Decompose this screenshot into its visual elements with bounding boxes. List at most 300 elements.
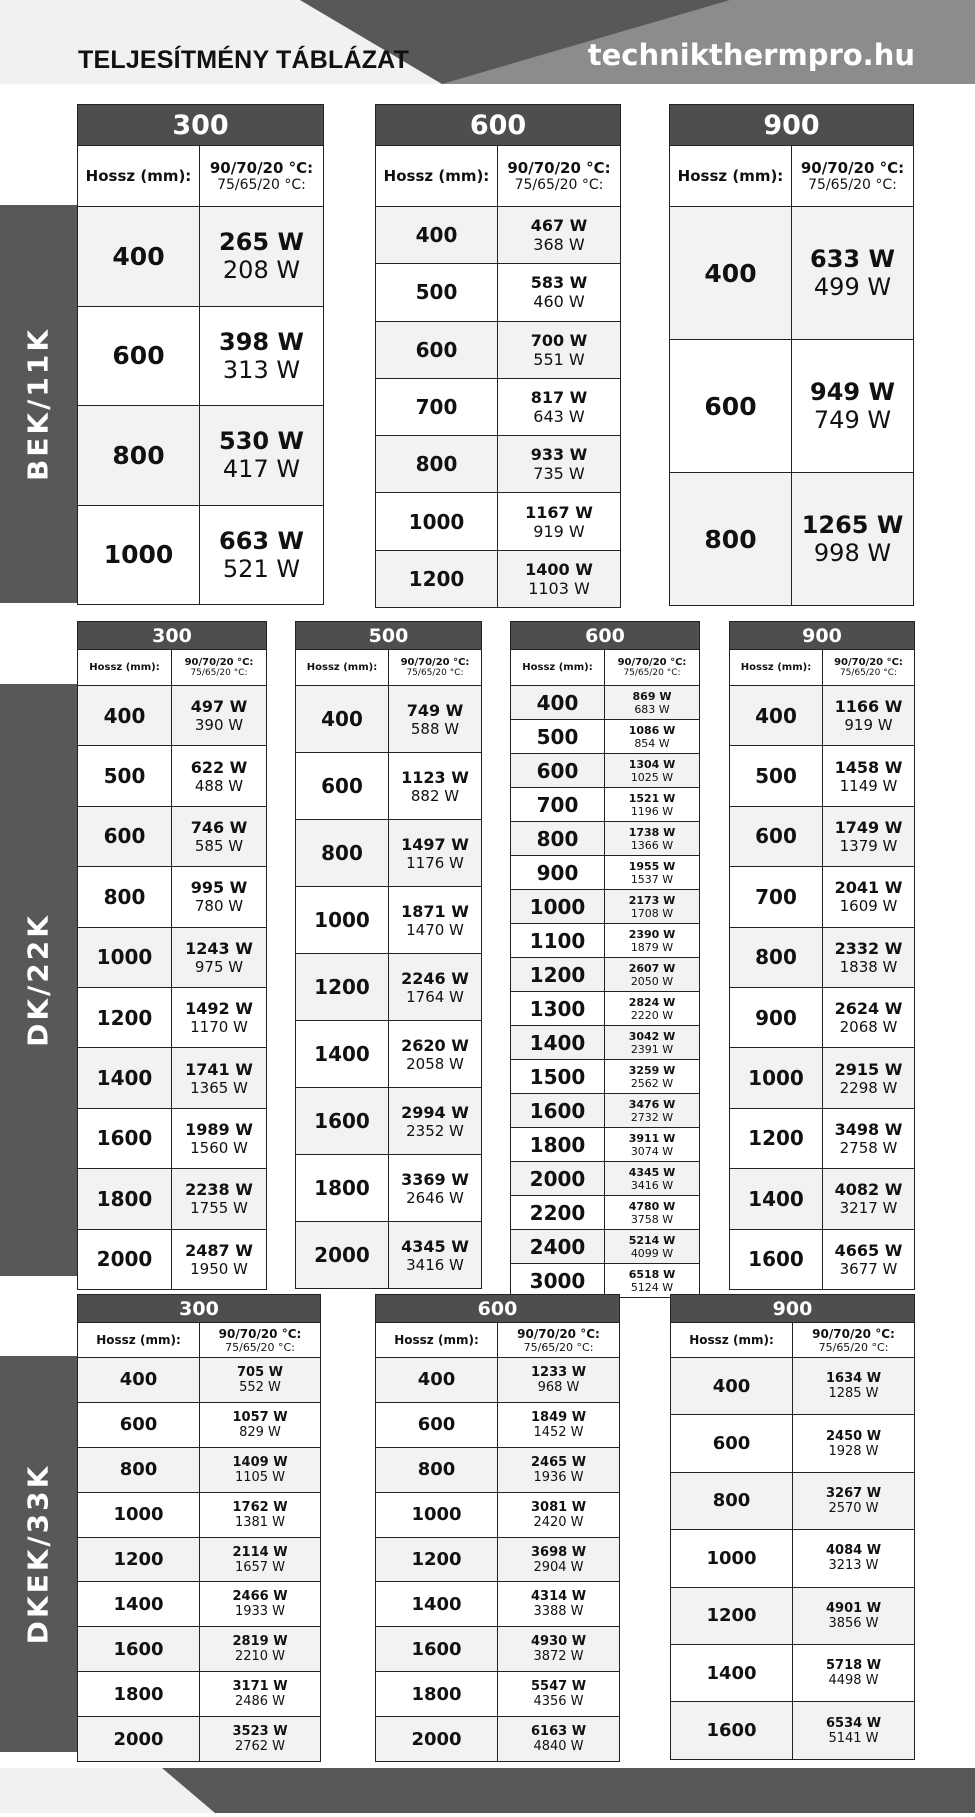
- power-cell: [793, 1358, 915, 1415]
- power-cell: [200, 1582, 321, 1627]
- power-cell: [605, 686, 700, 720]
- table-row: [511, 686, 700, 720]
- table-row: [376, 264, 621, 321]
- table-width-header: 900: [671, 1295, 915, 1323]
- table-width-header: 600: [376, 105, 621, 146]
- power-secondary: 998 W: [813, 539, 892, 567]
- power-cell: [498, 1717, 620, 1762]
- power-cell: [793, 1415, 915, 1472]
- length-cell: 3000: [511, 1264, 605, 1298]
- table-row: [296, 954, 482, 1021]
- power-cell: [389, 1155, 482, 1222]
- length-cell: 1400: [376, 1582, 498, 1627]
- table-row: [376, 493, 621, 550]
- power-secondary: 390 W: [194, 716, 244, 735]
- power-secondary: 2562 W: [630, 1076, 674, 1090]
- power-primary: 4345 W: [401, 1236, 469, 1256]
- power-secondary: 2904 W: [533, 1559, 584, 1575]
- power-column-header: [498, 1323, 620, 1358]
- power-cell: [823, 1048, 915, 1108]
- power-secondary: 551 W: [533, 349, 585, 369]
- length-cell: 1600: [78, 1627, 200, 1672]
- power-primary: 2466 W: [232, 1589, 288, 1605]
- length-cell: 1800: [78, 1169, 172, 1229]
- table-row: [78, 1672, 321, 1717]
- power-cell: [200, 1672, 321, 1717]
- length-cell: 600: [511, 754, 605, 788]
- series-name: DKEK/33K: [21, 1463, 55, 1645]
- power-primary: 1521 W: [628, 791, 676, 805]
- power-primary: 1738 W: [628, 825, 676, 839]
- power-column-header: [389, 650, 482, 686]
- power-cell: [605, 1128, 700, 1162]
- length-cell: 1600: [296, 1088, 389, 1155]
- table-row: [671, 1644, 915, 1701]
- power-primary: 4314 W: [530, 1589, 587, 1605]
- power-column-header: [823, 650, 915, 686]
- table-row: [78, 406, 324, 506]
- power-primary: 622 W: [190, 757, 248, 777]
- power-primary: 2915 W: [834, 1059, 903, 1079]
- power-cell: [389, 1021, 482, 1088]
- table-row: [671, 1358, 915, 1415]
- length-cell: 1000: [78, 927, 172, 987]
- length-cell: 1800: [296, 1155, 389, 1222]
- power-cell: [200, 207, 324, 307]
- table-row: [511, 856, 700, 890]
- power-secondary: 1366 W: [630, 838, 674, 852]
- power-secondary: 829 W: [239, 1424, 281, 1440]
- power-secondary: 780 W: [194, 897, 244, 916]
- power-cell: [498, 493, 621, 550]
- length-cell: 2000: [296, 1222, 389, 1289]
- power-secondary: 735 W: [533, 464, 585, 484]
- table-row: [296, 1222, 482, 1289]
- power-secondary: 1365 W: [190, 1078, 248, 1097]
- power-cell: [172, 927, 267, 987]
- power-primary: 1123 W: [401, 767, 469, 787]
- power-cell: [793, 1702, 915, 1759]
- power-cell: [823, 686, 915, 746]
- power-table: [295, 621, 482, 1289]
- power-secondary: 1452 W: [533, 1424, 584, 1440]
- length-cell: 800: [78, 867, 172, 927]
- power-secondary: 313 W: [222, 355, 301, 384]
- power-cell: [389, 1088, 482, 1155]
- length-cell: 1400: [671, 1644, 793, 1701]
- table-row: [730, 806, 915, 866]
- power-secondary: 2050 W: [630, 974, 674, 988]
- power-primary: 3476 W: [628, 1097, 676, 1111]
- power-cell: [498, 436, 621, 493]
- power-primary: 2332 W: [834, 938, 903, 958]
- table-row: [511, 754, 700, 788]
- power-cell: [823, 987, 915, 1047]
- table-row: [730, 1229, 915, 1289]
- power-primary: 869 W: [632, 689, 672, 703]
- power-primary: 3369 W: [401, 1169, 469, 1189]
- power-primary: 2624 W: [834, 999, 903, 1019]
- length-cell: 600: [78, 806, 172, 866]
- power-cell: [605, 1230, 700, 1264]
- power-cell: [793, 1472, 915, 1529]
- length-column-header: Hossz (mm):: [670, 146, 792, 207]
- power-primary: 3081 W: [530, 1499, 587, 1515]
- power-primary: 3042 W: [628, 1029, 676, 1043]
- power-primary: 4084 W: [825, 1543, 882, 1559]
- temp-label-secondary: 75/65/20 °C:: [808, 177, 897, 193]
- power-secondary: 3758 W: [630, 1212, 674, 1226]
- power-primary: 530 W: [219, 427, 304, 456]
- power-primary: 3523 W: [232, 1724, 288, 1740]
- temp-label-secondary: 75/65/20 °C:: [523, 1340, 594, 1354]
- power-cell: [793, 1644, 915, 1701]
- table-row: [730, 746, 915, 806]
- power-primary: 1400 W: [525, 559, 593, 579]
- power-cell: [823, 1108, 915, 1168]
- table-row: [376, 1582, 620, 1627]
- table-row: [511, 822, 700, 856]
- length-cell: 1200: [296, 954, 389, 1021]
- power-primary: 3259 W: [628, 1063, 676, 1077]
- power-primary: 1741 W: [185, 1059, 253, 1079]
- power-cell: [172, 686, 267, 746]
- length-cell: 1400: [296, 1021, 389, 1088]
- power-cell: [498, 1627, 620, 1672]
- power-column-header: [792, 146, 914, 207]
- power-primary: 933 W: [530, 445, 588, 465]
- length-cell: 400: [376, 1358, 498, 1403]
- length-cell: 700: [511, 788, 605, 822]
- power-cell: [498, 378, 621, 435]
- table-width-header: 300: [78, 622, 267, 650]
- table-row: [730, 686, 915, 746]
- power-secondary: 1933 W: [234, 1604, 286, 1620]
- power-primary: 4082 W: [834, 1180, 903, 1200]
- power-secondary: 643 W: [533, 407, 585, 427]
- table-row: [296, 1021, 482, 1088]
- table-row: [671, 1530, 915, 1587]
- power-secondary: 2646 W: [406, 1188, 464, 1207]
- power-cell: [823, 867, 915, 927]
- power-secondary: 1470 W: [406, 920, 464, 939]
- power-cell: [605, 788, 700, 822]
- power-cell: [200, 1537, 321, 1582]
- power-primary: 3267 W: [825, 1485, 882, 1501]
- temp-label-primary: 90/70/20 °C:: [800, 159, 905, 177]
- length-cell: 600: [376, 321, 498, 378]
- table-row: [78, 1358, 321, 1403]
- length-cell: 800: [78, 406, 200, 506]
- table-row: [730, 1108, 915, 1168]
- length-cell: 1600: [376, 1627, 498, 1672]
- length-cell: 500: [730, 746, 823, 806]
- temp-label-secondary: 75/65/20 °C:: [839, 668, 898, 678]
- length-column-header: Hossz (mm):: [376, 1323, 498, 1358]
- power-cell: [498, 1402, 620, 1447]
- power-primary: 2041 W: [834, 878, 903, 898]
- power-secondary: 1170 W: [190, 1018, 248, 1037]
- power-primary: 4345 W: [628, 1165, 676, 1179]
- power-secondary: 521 W: [222, 554, 301, 583]
- power-secondary: 1838 W: [839, 957, 898, 976]
- temp-label-secondary: 75/65/20 °C:: [217, 177, 306, 193]
- length-cell: 800: [730, 927, 823, 987]
- power-cell: [605, 1060, 700, 1094]
- power-primary: 633 W: [810, 245, 895, 273]
- power-primary: 1409 W: [232, 1454, 288, 1470]
- series-side-label: [0, 684, 77, 1276]
- power-cell: [605, 1264, 700, 1298]
- table-row: [78, 987, 267, 1047]
- power-cell: [605, 924, 700, 958]
- power-cell: [200, 505, 324, 605]
- table-row: [78, 1717, 321, 1762]
- power-secondary: 5141 W: [828, 1730, 879, 1746]
- power-primary: 4901 W: [825, 1600, 882, 1616]
- power-secondary: 1936 W: [533, 1469, 584, 1485]
- page-header: [0, 0, 975, 90]
- length-column-header: Hossz (mm):: [78, 1323, 200, 1358]
- power-primary: 3498 W: [834, 1119, 903, 1139]
- power-secondary: 2058 W: [406, 1054, 464, 1073]
- power-primary: 1233 W: [530, 1364, 587, 1380]
- table-row: [730, 1169, 915, 1229]
- power-table: [375, 104, 621, 608]
- length-cell: 800: [296, 820, 389, 887]
- table-row: [78, 686, 267, 746]
- table-row: [376, 1402, 620, 1447]
- length-cell: 400: [671, 1358, 793, 1415]
- length-cell: 2000: [78, 1717, 200, 1762]
- power-primary: 1265 W: [801, 511, 904, 539]
- temp-label-secondary: 75/65/20 °C:: [623, 668, 681, 678]
- power-primary: 6534 W: [825, 1715, 882, 1731]
- power-secondary: 2570 W: [828, 1500, 879, 1516]
- series-name: DK/22K: [21, 913, 55, 1047]
- length-cell: 400: [730, 686, 823, 746]
- footer-banner-shape: [0, 1768, 975, 1813]
- table-row: [78, 806, 267, 866]
- power-secondary: 368 W: [533, 235, 585, 255]
- table-row: [376, 378, 621, 435]
- table-row: [376, 1537, 620, 1582]
- power-primary: 4665 W: [834, 1240, 903, 1260]
- length-cell: 600: [78, 1402, 200, 1447]
- power-cell: [823, 927, 915, 987]
- power-primary: 2246 W: [401, 968, 469, 988]
- power-secondary: 3856 W: [828, 1615, 879, 1631]
- power-primary: 1849 W: [530, 1409, 587, 1425]
- length-cell: 2000: [376, 1717, 498, 1762]
- power-table: [729, 621, 915, 1290]
- power-secondary: 1708 W: [630, 906, 674, 920]
- power-cell: [498, 1672, 620, 1717]
- power-primary: 2173 W: [628, 893, 676, 907]
- length-cell: 800: [670, 473, 792, 606]
- power-primary: 2607 W: [628, 961, 676, 975]
- table-width-header: 900: [670, 105, 914, 146]
- table-row: [78, 207, 324, 307]
- power-secondary: 3872 W: [533, 1649, 584, 1665]
- power-primary: 705 W: [237, 1364, 284, 1380]
- power-primary: 5547 W: [530, 1679, 587, 1695]
- power-primary: 265 W: [219, 228, 304, 257]
- power-table: [670, 1294, 915, 1760]
- power-secondary: 3074 W: [630, 1144, 674, 1158]
- power-cell: [200, 1358, 321, 1403]
- length-cell: 2200: [511, 1196, 605, 1230]
- power-secondary: 1657 W: [234, 1559, 286, 1575]
- length-cell: 2400: [511, 1230, 605, 1264]
- length-cell: 1000: [78, 505, 200, 605]
- power-primary: 2390 W: [628, 927, 676, 941]
- length-cell: 600: [730, 806, 823, 866]
- power-secondary: 882 W: [410, 786, 460, 805]
- power-primary: 1492 W: [185, 999, 253, 1019]
- length-cell: 700: [376, 378, 498, 435]
- power-cell: [792, 473, 914, 606]
- power-primary: 1955 W: [628, 859, 676, 873]
- power-primary: 1634 W: [825, 1371, 882, 1387]
- power-secondary: 1105 W: [234, 1469, 286, 1485]
- length-cell: 1200: [78, 1537, 200, 1582]
- power-secondary: 4099 W: [630, 1246, 674, 1260]
- length-cell: 500: [376, 264, 498, 321]
- power-cell: [498, 1358, 620, 1403]
- power-secondary: 208 W: [222, 256, 301, 285]
- table-row: [511, 1094, 700, 1128]
- table-row: [671, 1702, 915, 1759]
- power-secondary: 585 W: [194, 836, 244, 855]
- power-secondary: 1103 W: [528, 578, 590, 598]
- power-cell: [605, 890, 700, 924]
- table-width-header: 900: [730, 622, 915, 650]
- power-cell: [389, 954, 482, 1021]
- power-cell: [498, 1582, 620, 1627]
- table-row: [376, 1492, 620, 1537]
- power-secondary: 3677 W: [839, 1259, 898, 1278]
- power-secondary: 2732 W: [630, 1110, 674, 1124]
- temp-label-primary: 90/70/20 °C:: [184, 657, 254, 668]
- power-secondary: 1381 W: [234, 1514, 286, 1530]
- power-primary: 2994 W: [401, 1102, 469, 1122]
- power-secondary: 2762 W: [234, 1739, 286, 1755]
- power-secondary: 417 W: [222, 455, 301, 484]
- power-primary: 5718 W: [825, 1658, 882, 1674]
- power-cell: [792, 340, 914, 473]
- length-cell: 1400: [78, 1048, 172, 1108]
- table-row: [730, 1048, 915, 1108]
- length-cell: 1600: [671, 1702, 793, 1759]
- length-cell: 1200: [511, 958, 605, 992]
- power-primary: 2487 W: [185, 1240, 253, 1260]
- power-cell: [823, 806, 915, 866]
- power-cell: [172, 806, 267, 866]
- length-cell: 1000: [511, 890, 605, 924]
- power-primary: 700 W: [530, 330, 588, 350]
- length-cell: 1200: [78, 987, 172, 1047]
- power-primary: 497 W: [190, 697, 248, 717]
- power-cell: [498, 321, 621, 378]
- power-primary: 1871 W: [401, 901, 469, 921]
- power-primary: 2465 W: [530, 1454, 587, 1470]
- power-secondary: 552 W: [239, 1379, 281, 1395]
- power-primary: 583 W: [530, 273, 588, 293]
- table-row: [376, 1627, 620, 1672]
- power-primary: 1762 W: [232, 1499, 288, 1515]
- table-row: [730, 927, 915, 987]
- table-row: [670, 473, 914, 606]
- power-cell: [605, 1094, 700, 1128]
- length-cell: 800: [671, 1472, 793, 1529]
- length-cell: 400: [296, 686, 389, 753]
- power-primary: 3911 W: [628, 1131, 676, 1145]
- power-secondary: 1196 W: [630, 804, 674, 818]
- power-secondary: 1025 W: [630, 770, 674, 784]
- length-cell: 1000: [730, 1048, 823, 1108]
- length-cell: 1100: [511, 924, 605, 958]
- power-secondary: 1379 W: [839, 836, 898, 855]
- power-primary: 1086 W: [628, 723, 676, 737]
- power-cell: [605, 822, 700, 856]
- length-cell: 2000: [511, 1162, 605, 1196]
- table-row: [296, 820, 482, 887]
- table-row: [511, 1026, 700, 1060]
- power-primary: 3698 W: [530, 1544, 587, 1560]
- power-secondary: 2220 W: [630, 1008, 674, 1022]
- length-cell: 600: [376, 1402, 498, 1447]
- length-cell: 1200: [376, 1537, 498, 1582]
- length-cell: 600: [670, 340, 792, 473]
- power-primary: 663 W: [219, 526, 304, 555]
- power-cell: [498, 1447, 620, 1492]
- table-row: [671, 1472, 915, 1529]
- table-row: [511, 1060, 700, 1094]
- power-cell: [172, 1108, 267, 1168]
- power-column-header: [200, 146, 324, 207]
- power-cell: [498, 550, 621, 607]
- length-cell: 700: [730, 867, 823, 927]
- series-side-label: [0, 205, 77, 603]
- power-table: [77, 621, 267, 1290]
- table-row: [511, 1128, 700, 1162]
- power-primary: 1497 W: [401, 834, 469, 854]
- temp-label-primary: 90/70/20 °C:: [812, 1326, 895, 1341]
- power-secondary: 2068 W: [839, 1018, 898, 1037]
- table-row: [296, 1155, 482, 1222]
- table-row: [78, 1447, 321, 1492]
- power-cell: [605, 1026, 700, 1060]
- power-primary: 1458 W: [834, 757, 903, 777]
- power-secondary: 460 W: [533, 292, 585, 312]
- power-cell: [172, 1169, 267, 1229]
- power-primary: 749 W: [406, 700, 464, 720]
- table-row: [730, 867, 915, 927]
- temp-label-primary: 90/70/20 °C:: [834, 657, 903, 668]
- length-cell: 800: [376, 436, 498, 493]
- table-row: [511, 958, 700, 992]
- length-cell: 900: [730, 987, 823, 1047]
- power-secondary: 1755 W: [190, 1199, 248, 1218]
- table-row: [511, 1162, 700, 1196]
- table-width-header: 300: [78, 1295, 321, 1323]
- power-secondary: 683 W: [634, 702, 670, 716]
- table-row: [671, 1415, 915, 1472]
- power-secondary: 2758 W: [839, 1138, 898, 1157]
- length-cell: 400: [670, 207, 792, 340]
- table-row: [511, 1230, 700, 1264]
